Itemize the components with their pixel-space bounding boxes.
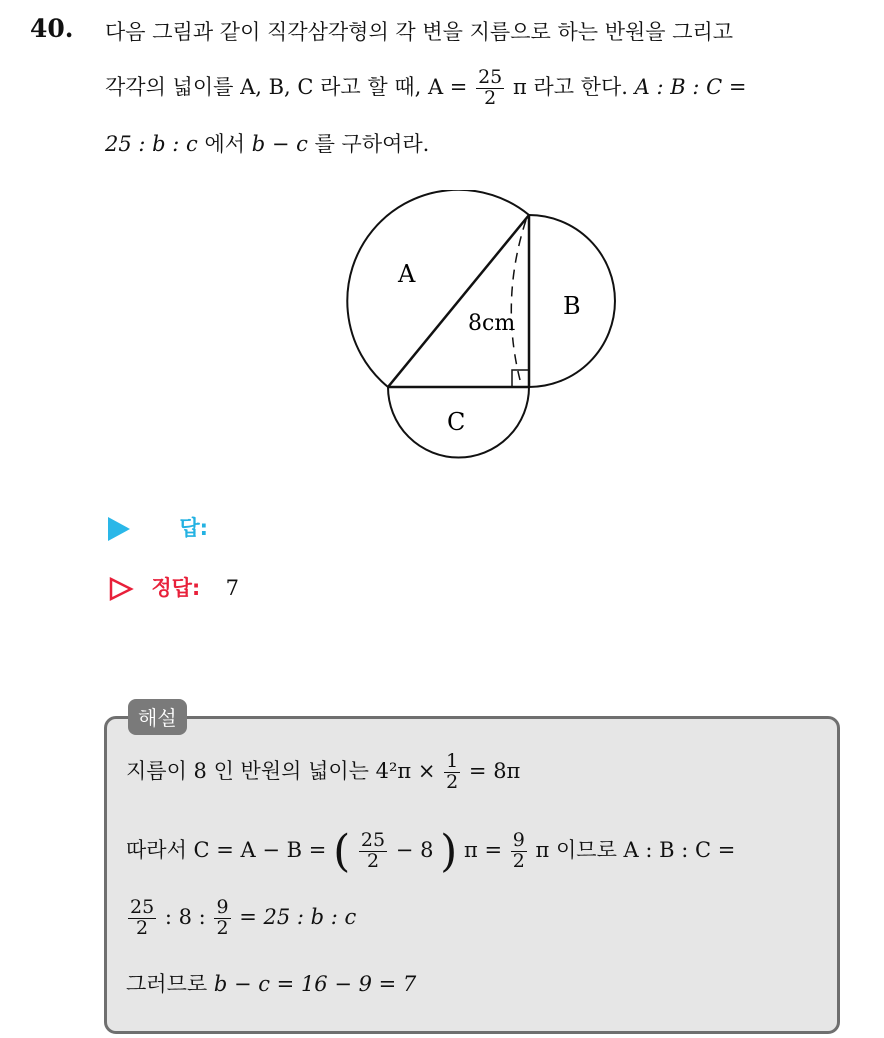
solution-line-1-text: 지름이 8 인 반원의 넓이는 4²π × — [126, 758, 436, 783]
fraction-denominator: 2 — [216, 916, 229, 939]
answer-label: 답: — [179, 516, 208, 540]
correct-answer-label: 정답: — [151, 576, 201, 600]
label-b: B — [563, 292, 581, 320]
question-ratio-values: 25 : b : c — [105, 132, 198, 156]
solution-line-3-mid: : 8 : — [164, 904, 206, 929]
solution-line-4 — [126, 968, 416, 998]
fraction-numerator: 25 — [130, 896, 155, 918]
fraction-numerator: 1 — [446, 750, 459, 772]
fraction-9-over-2 — [511, 831, 527, 872]
fraction-denominator: 2 — [484, 86, 497, 109]
fraction-numerator: 9 — [512, 829, 525, 852]
solution-line-2 — [126, 826, 735, 877]
question-ratio: A : B : C = — [634, 74, 747, 99]
solution-line-4-expr: b − c = 16 − 9 = 7 — [213, 972, 417, 996]
length-dashed-arc — [511, 220, 526, 380]
solution-line-4-text: 그러므로 — [126, 972, 208, 996]
solution-line-1-result: = 8π — [468, 758, 521, 783]
solution-line-2-post: π 이므로 A : B : C = — [535, 838, 736, 862]
question-line-1: 다음 그림과 같이 직각삼각형의 각 변을 지름으로 하는 반원을 그리고 — [105, 20, 734, 44]
label-length: 8cm — [468, 311, 516, 336]
solution-tag: 해설 — [128, 699, 187, 735]
correct-answer-value: 7 — [225, 576, 239, 600]
outline-triangle-icon — [108, 576, 134, 602]
fraction-9-over-2 — [214, 898, 230, 939]
solution-line-3-post: = 25 : b : c — [239, 904, 357, 929]
fraction-denominator: 2 — [512, 850, 525, 872]
solution-line-2-mid: π = — [463, 838, 503, 862]
label-a: A — [398, 260, 416, 288]
question-line-2 — [105, 68, 746, 109]
fraction-denominator: 2 — [446, 770, 459, 793]
question-line-3-post: 를 구하여라. — [314, 132, 430, 156]
answer-row — [108, 512, 208, 542]
fraction-denominator: 2 — [136, 916, 149, 939]
semicircle-diagram — [330, 190, 630, 470]
solution-line-1 — [126, 752, 520, 793]
fraction-1-over-2 — [444, 752, 460, 793]
right-angle-marker — [512, 370, 529, 387]
play-triangle-icon — [108, 517, 130, 541]
question-expression: b − c — [251, 132, 308, 156]
fraction-denominator: 2 — [366, 850, 380, 872]
open-paren: ( — [333, 826, 351, 877]
semicircle-a — [347, 190, 529, 387]
solution-line-2-text: 따라서 C = A − B = — [126, 838, 327, 862]
fraction-25-over-2 — [359, 831, 387, 872]
question-line-2-text: 각각의 넓이를 A, B, C 라고 할 때, A = — [105, 74, 468, 99]
hypotenuse-line — [388, 215, 529, 387]
question-number: 40. — [30, 14, 74, 43]
solution-line-3 — [126, 898, 356, 939]
fraction-numerator: 9 — [216, 896, 229, 918]
fraction-25-over-2 — [128, 898, 156, 939]
question-line-3 — [105, 128, 429, 158]
fraction-numerator: 25 — [360, 829, 386, 852]
question-line-3-mid: 에서 — [204, 132, 246, 156]
correct-answer-row — [108, 572, 239, 602]
label-c: C — [447, 408, 466, 436]
question-line-2-pi: π 라고 한다. — [512, 74, 628, 99]
close-paren: ) — [440, 826, 458, 877]
fraction-numerator: 25 — [478, 66, 503, 88]
fraction-25-over-2 — [476, 68, 504, 109]
solution-line-2-inner: − 8 — [395, 838, 434, 862]
